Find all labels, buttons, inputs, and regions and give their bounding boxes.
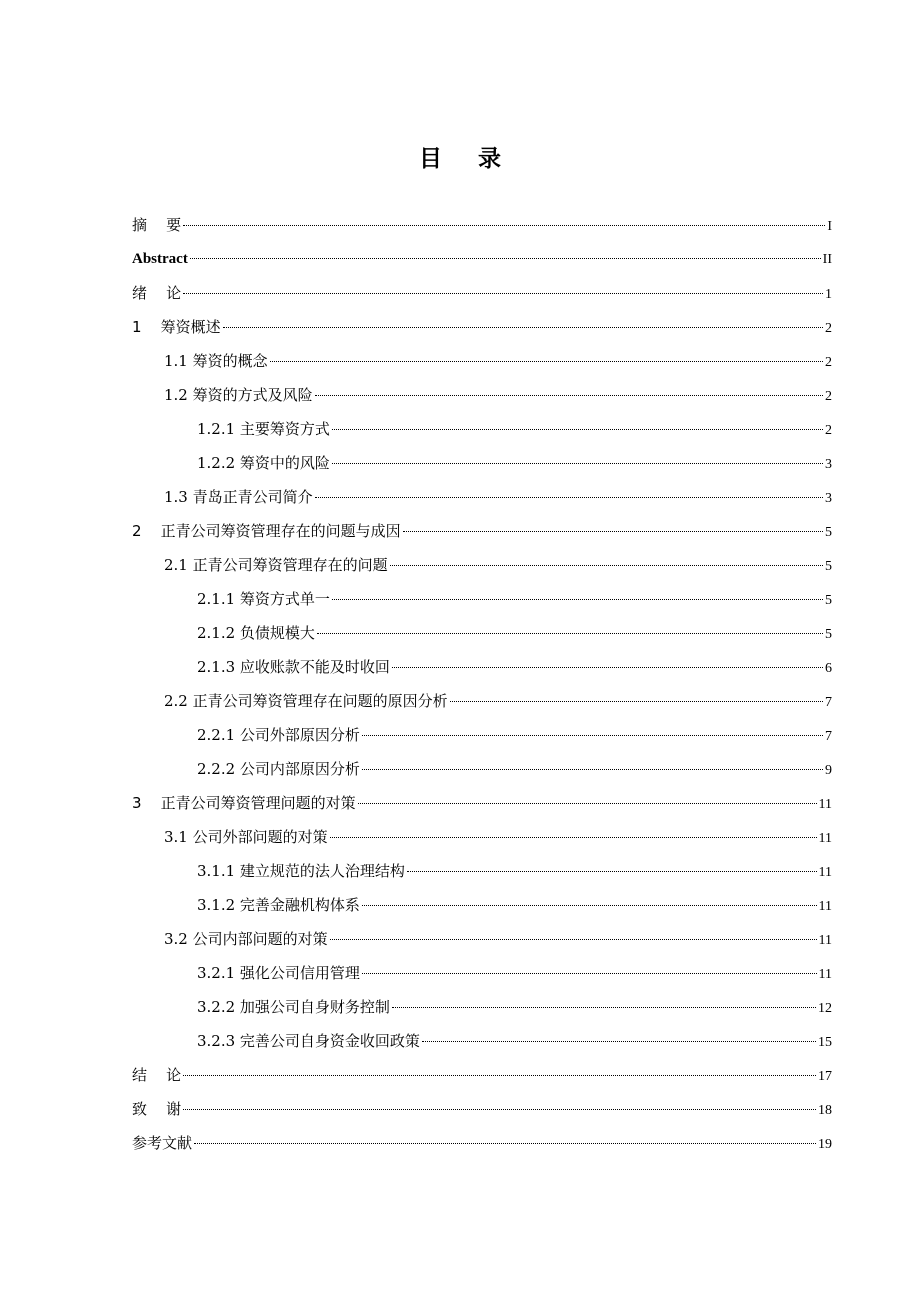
page-title: 目 录 [418, 146, 515, 172]
toc-entry-page: 2 [825, 355, 832, 370]
dot-leader [362, 904, 817, 906]
toc-entry-label: 2.2.2 公司内部原因分析 [197, 760, 360, 778]
toc-entry-page: 11 [818, 865, 832, 880]
toc-entry-page: I [827, 219, 832, 234]
toc-entry-label: 3.1.1 建立规范的法人治理结构 [197, 862, 405, 880]
toc-entry-abstract-cn[interactable] [132, 208, 832, 242]
toc-entry-page: 9 [825, 763, 832, 778]
dot-leader [390, 564, 823, 566]
dot-leader [270, 360, 823, 362]
toc-entry-page: 5 [825, 525, 832, 540]
toc-entry-label: 3.2 公司内部问题的对策 [164, 930, 328, 948]
dot-leader [190, 257, 821, 259]
toc-entry-label: 2.2.1 公司外部原因分析 [197, 726, 360, 744]
dot-leader [362, 972, 817, 974]
toc-entry-page: II [822, 252, 832, 267]
toc-entry-page: 17 [818, 1069, 832, 1084]
toc-entry-references[interactable] [132, 1126, 832, 1160]
dot-leader [332, 462, 823, 464]
toc-entry-label: 1.1 筹资的概念 [164, 352, 268, 370]
dot-leader [194, 1142, 816, 1144]
toc-entry-label: 结 论 [132, 1066, 182, 1084]
toc-entry-section-2-2-2[interactable] [132, 752, 832, 786]
dot-leader [407, 870, 817, 872]
toc-entry-page: 12 [818, 1001, 832, 1016]
toc-entry-page: 18 [818, 1103, 832, 1118]
toc-entry-section-3-1[interactable] [132, 820, 832, 854]
toc-entry-section-3-2-1[interactable] [132, 956, 832, 990]
toc-entry-label: 1 筹资概述 [132, 318, 221, 336]
dot-leader [330, 938, 817, 940]
toc-entry-page: 11 [818, 933, 832, 948]
toc-entry-label: 2.1 正青公司筹资管理存在的问题 [164, 556, 388, 574]
toc-entry-page: 15 [818, 1035, 832, 1050]
table-of-contents [132, 208, 832, 1160]
toc-entry-label: 3.2.1 强化公司信用管理 [197, 964, 360, 982]
toc-entry-chapter-2[interactable] [132, 514, 832, 548]
toc-entry-page: 19 [818, 1137, 832, 1152]
toc-entry-label: 2 正青公司筹资管理存在的问题与成因 [132, 522, 401, 540]
toc-entry-section-2-1[interactable] [132, 548, 832, 582]
dot-leader [392, 666, 823, 668]
dot-leader [332, 598, 823, 600]
dot-leader [315, 496, 823, 498]
toc-entry-label: 2.2 正青公司筹资管理存在问题的原因分析 [164, 692, 448, 710]
toc-entry-section-2-1-3[interactable] [132, 650, 832, 684]
toc-entry-acknowledgements[interactable] [132, 1092, 832, 1126]
dot-leader [330, 836, 817, 838]
toc-entry-chapter-3[interactable] [132, 786, 832, 820]
toc-entry-page: 11 [818, 831, 832, 846]
dot-leader [358, 802, 817, 804]
toc-entry-page: 6 [825, 661, 832, 676]
toc-entry-page: 2 [825, 423, 832, 438]
toc-entry-label: 3.1 公司外部问题的对策 [164, 828, 328, 846]
toc-entry-section-2-1-2[interactable] [132, 616, 832, 650]
toc-entry-label: 1.2.1 主要筹资方式 [197, 420, 330, 438]
dot-leader [315, 394, 823, 396]
dot-leader [392, 1006, 816, 1008]
dot-leader [183, 1108, 816, 1110]
toc-entry-page: 7 [825, 695, 832, 710]
toc-entry-section-3-2[interactable] [132, 922, 832, 956]
toc-entry-label: 3.1.2 完善金融机构体系 [197, 896, 360, 914]
toc-entry-page: 2 [825, 321, 832, 336]
toc-entry-chapter-1[interactable] [132, 310, 832, 344]
toc-entry-page: 3 [825, 457, 832, 472]
dot-leader [422, 1040, 816, 1042]
dot-leader [223, 326, 823, 328]
toc-entry-label: 2.1.2 负债规模大 [197, 624, 315, 642]
toc-entry-label: 3.2.3 完善公司自身资金收回政策 [197, 1032, 420, 1050]
toc-entry-page: 5 [825, 627, 832, 642]
toc-entry-label: 2.1.1 筹资方式单一 [197, 590, 330, 608]
toc-entry-label: 1.3 青岛正青公司简介 [164, 488, 313, 506]
dot-leader [183, 1074, 816, 1076]
toc-entry-label: 3.2.2 加强公司自身财务控制 [197, 998, 390, 1016]
toc-entry-label: 2.1.3 应收账款不能及时收回 [197, 658, 390, 676]
toc-entry-section-1-3[interactable] [132, 480, 832, 514]
toc-entry-section-1-2-1[interactable] [132, 412, 832, 446]
dot-leader [183, 224, 825, 226]
toc-entry-label: 3 正青公司筹资管理问题的对策 [132, 794, 356, 812]
toc-entry-page: 1 [825, 287, 832, 302]
dot-leader [332, 428, 823, 430]
toc-entry-section-3-1-1[interactable] [132, 854, 832, 888]
toc-entry-section-1-2[interactable] [132, 378, 832, 412]
toc-entry-page: 5 [825, 593, 832, 608]
dot-leader [317, 632, 823, 634]
dot-leader [362, 734, 823, 736]
toc-entry-section-3-2-2[interactable] [132, 990, 832, 1024]
toc-entry-section-2-2-1[interactable] [132, 718, 832, 752]
dot-leader [183, 292, 823, 294]
toc-entry-section-2-1-1[interactable] [132, 582, 832, 616]
toc-entry-label: 摘 要 [132, 216, 182, 234]
toc-entry-section-3-1-2[interactable] [132, 888, 832, 922]
dot-leader [450, 700, 823, 702]
toc-entry-page: 3 [825, 491, 832, 506]
toc-entry-label: Abstract [132, 251, 188, 267]
toc-entry-abstract-en[interactable] [132, 242, 832, 276]
toc-entry-page: 2 [825, 389, 832, 404]
toc-entry-label: 1.2 筹资的方式及风险 [164, 386, 313, 404]
toc-entry-label: 致 谢 [132, 1100, 182, 1118]
toc-entry-page: 7 [825, 729, 832, 744]
toc-entry-page: 11 [818, 899, 832, 914]
toc-entry-section-3-2-3[interactable] [132, 1024, 832, 1058]
toc-entry-introduction[interactable] [132, 276, 832, 310]
toc-entry-section-1-1[interactable] [132, 344, 832, 378]
toc-entry-section-1-2-2[interactable] [132, 446, 832, 480]
toc-entry-page: 5 [825, 559, 832, 574]
toc-entry-label: 参考文献 [132, 1134, 193, 1152]
dot-leader [403, 530, 823, 532]
toc-entry-page: 11 [818, 797, 832, 812]
toc-entry-label: 1.2.2 筹资中的风险 [197, 454, 330, 472]
toc-entry-page: 11 [818, 967, 832, 982]
toc-entry-section-2-2[interactable] [132, 684, 832, 718]
dot-leader [362, 768, 823, 770]
toc-entry-label: 绪 论 [132, 284, 182, 302]
toc-entry-conclusion[interactable] [132, 1058, 832, 1092]
